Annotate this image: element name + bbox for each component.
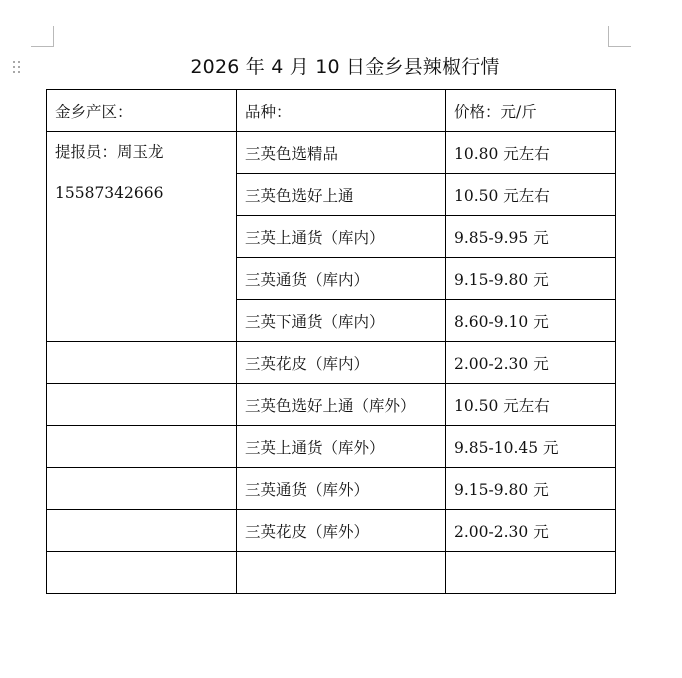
price-cell[interactable]: 9.15-9.80 元	[446, 258, 616, 300]
variety-cell[interactable]: 三英色选好上通	[237, 174, 446, 216]
header-origin[interactable]: 金乡产区：	[47, 90, 237, 132]
table-row	[47, 468, 616, 510]
origin-cell-empty[interactable]	[47, 468, 237, 510]
table-row	[47, 384, 616, 426]
table-row	[47, 342, 616, 384]
price-cell[interactable]: 10.50 元左右	[446, 174, 616, 216]
price-table	[46, 89, 616, 594]
variety-cell[interactable]: 三英花皮（库外）	[237, 510, 446, 552]
price-cell[interactable]: 9.15-9.80 元	[446, 468, 616, 510]
origin-cell-empty[interactable]	[47, 510, 237, 552]
variety-cell[interactable]: 三英色选好上通（库外）	[237, 384, 446, 426]
header-price[interactable]: 价格：元/斤	[446, 90, 616, 132]
document-title: 2026 年 4 月 10 日金乡县辣椒行情	[190, 56, 500, 78]
reporter-phone: 15587342666	[55, 184, 164, 202]
variety-cell[interactable]: 三英通货（库内）	[237, 258, 446, 300]
variety-cell[interactable]: 三英通货（库外）	[237, 468, 446, 510]
variety-cell[interactable]: 三英色选精品	[237, 132, 446, 174]
origin-cell-empty[interactable]	[47, 552, 237, 594]
reporter-name: 提报员：周玉龙	[55, 143, 164, 161]
table-row	[47, 510, 616, 552]
origin-cell-empty[interactable]	[47, 384, 237, 426]
variety-cell[interactable]: 三英花皮（库内）	[237, 342, 446, 384]
page-corner-mark-top-left	[31, 26, 54, 47]
price-cell[interactable]: 10.80 元左右	[446, 132, 616, 174]
header-variety[interactable]: 品种：	[237, 90, 446, 132]
variety-cell[interactable]: 三英上通货（库外）	[237, 426, 446, 468]
price-cell[interactable]	[446, 552, 616, 594]
variety-cell[interactable]: 三英下通货（库内）	[237, 300, 446, 342]
price-cell[interactable]: 2.00-2.30 元	[446, 510, 616, 552]
variety-cell[interactable]	[237, 552, 446, 594]
price-cell[interactable]: 8.60-9.10 元	[446, 300, 616, 342]
price-cell[interactable]: 9.85-9.95 元	[446, 216, 616, 258]
page-corner-mark-top-right	[608, 26, 631, 47]
reporter-cell[interactable]	[47, 132, 237, 342]
price-cell[interactable]: 10.50 元左右	[446, 384, 616, 426]
table-row	[47, 132, 616, 174]
origin-cell-empty[interactable]	[47, 426, 237, 468]
price-cell[interactable]: 9.85-10.45 元	[446, 426, 616, 468]
variety-cell[interactable]: 三英上通货（库内）	[237, 216, 446, 258]
table-header-row	[47, 90, 616, 132]
origin-cell-empty[interactable]	[47, 342, 237, 384]
table-row	[47, 426, 616, 468]
price-cell[interactable]: 2.00-2.30 元	[446, 342, 616, 384]
table-row	[47, 552, 616, 594]
